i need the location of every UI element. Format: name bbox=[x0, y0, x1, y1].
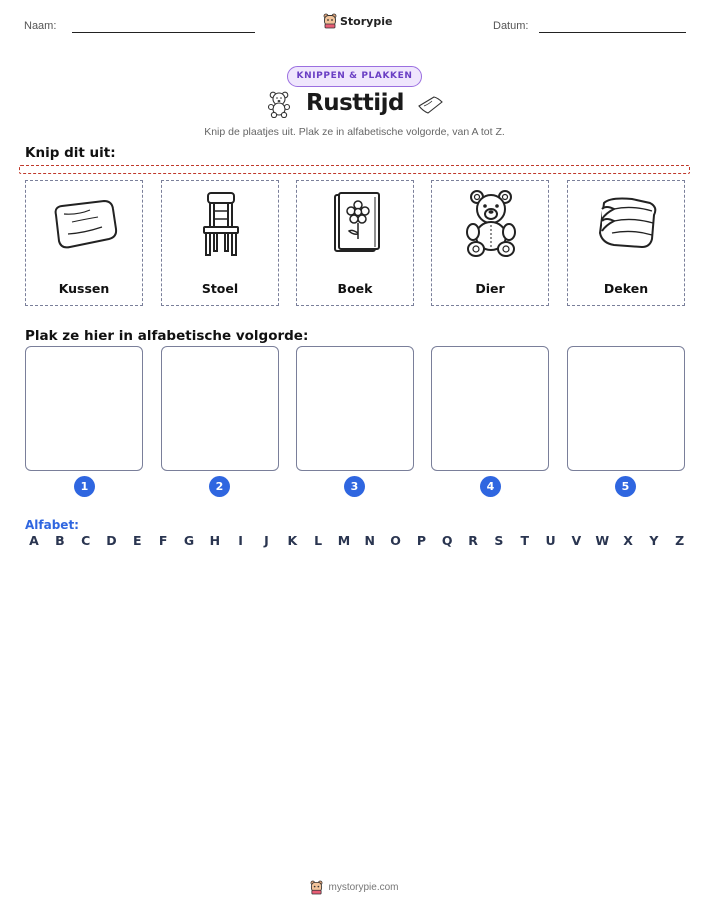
paste-box-1[interactable] bbox=[25, 346, 143, 471]
slot-number: 3 bbox=[344, 476, 365, 497]
paste-section-title: Plak ze hier in alfabetische volgorde: bbox=[25, 328, 309, 344]
cut-card-label: Deken bbox=[603, 281, 649, 296]
paste-box-5[interactable] bbox=[567, 346, 685, 471]
slot-number: 2 bbox=[209, 476, 230, 497]
cut-card-boek[interactable] bbox=[296, 180, 414, 306]
alphabet-letter: W bbox=[595, 533, 610, 548]
alphabet-letter: P bbox=[416, 533, 426, 548]
name-line[interactable] bbox=[72, 32, 255, 33]
alphabet-letter: V bbox=[571, 533, 582, 548]
pillow-decor-icon bbox=[416, 94, 446, 116]
activity-badge: KNIPPEN & PLAKKEN bbox=[287, 66, 422, 87]
cut-card-label: Kussen bbox=[58, 281, 110, 296]
storypie-logo-icon bbox=[310, 880, 323, 895]
teddy-bear-decor-icon bbox=[265, 90, 293, 118]
alphabet-letter: H bbox=[209, 533, 221, 548]
alphabet-letter: Z bbox=[675, 533, 685, 548]
alphabet-letter: D bbox=[106, 533, 117, 548]
alphabet-letter: F bbox=[158, 533, 168, 548]
alphabet-letter: U bbox=[545, 533, 556, 548]
cut-card-deken[interactable] bbox=[567, 180, 685, 306]
footer-site: mystorypie.com bbox=[328, 882, 399, 893]
paste-box-4[interactable] bbox=[431, 346, 549, 471]
cut-card-dier[interactable] bbox=[431, 180, 549, 306]
worksheet-title: Rusttijd bbox=[306, 90, 404, 116]
alphabet-row bbox=[27, 533, 687, 548]
slot-number: 1 bbox=[74, 476, 95, 497]
teddy-bear-icon bbox=[456, 189, 526, 259]
alphabet-letter: Q bbox=[441, 533, 453, 548]
instructions: Knip de plaatjes uit. Plak ze in alfabetische volgorde, van A tot Z. bbox=[204, 126, 505, 138]
brand-logo bbox=[323, 13, 392, 29]
brand-name: Storypie bbox=[340, 14, 393, 28]
alphabet-letter: B bbox=[55, 533, 65, 548]
cut-card-label: Boek bbox=[337, 281, 373, 296]
cut-card-label: Stoel bbox=[201, 281, 239, 296]
cut-card-label: Dier bbox=[475, 281, 505, 296]
alphabet-letter: T bbox=[520, 533, 529, 548]
pillow-icon bbox=[50, 189, 120, 259]
alphabet-letter: C bbox=[81, 533, 91, 548]
alphabet-title: Alfabet: bbox=[25, 518, 79, 532]
alphabet-letter: O bbox=[390, 533, 401, 548]
paste-box-3[interactable] bbox=[296, 346, 414, 471]
alphabet-letter: X bbox=[623, 533, 633, 548]
alphabet-letter: K bbox=[287, 533, 298, 548]
storypie-logo-icon bbox=[323, 13, 337, 29]
slot-number: 5 bbox=[615, 476, 636, 497]
alphabet-letter: E bbox=[133, 533, 142, 548]
cut-section-title: Knip dit uit: bbox=[25, 145, 116, 161]
alphabet-letter: J bbox=[264, 533, 269, 548]
date-line[interactable] bbox=[539, 32, 686, 33]
alphabet-letter: L bbox=[314, 533, 323, 548]
chair-icon bbox=[186, 189, 256, 259]
footer bbox=[0, 880, 709, 895]
alphabet-letter: A bbox=[29, 533, 39, 548]
cut-card-kussen[interactable] bbox=[25, 180, 143, 306]
alphabet-letter: S bbox=[494, 533, 504, 548]
alphabet-letter: R bbox=[468, 533, 478, 548]
blanket-icon bbox=[592, 189, 662, 259]
alphabet-letter: G bbox=[183, 533, 195, 548]
alphabet-letter: Y bbox=[649, 533, 659, 548]
cut-card-stoel[interactable] bbox=[161, 180, 279, 306]
slot-number: 4 bbox=[480, 476, 501, 497]
alphabet-letter: M bbox=[337, 533, 351, 548]
paste-box-2[interactable] bbox=[161, 346, 279, 471]
alphabet-letter: N bbox=[364, 533, 375, 548]
date-label: Datum: bbox=[493, 20, 529, 32]
cut-line bbox=[19, 165, 690, 174]
name-label: Naam: bbox=[24, 20, 57, 32]
book-icon bbox=[321, 189, 391, 259]
alphabet-letter: I bbox=[238, 533, 243, 548]
